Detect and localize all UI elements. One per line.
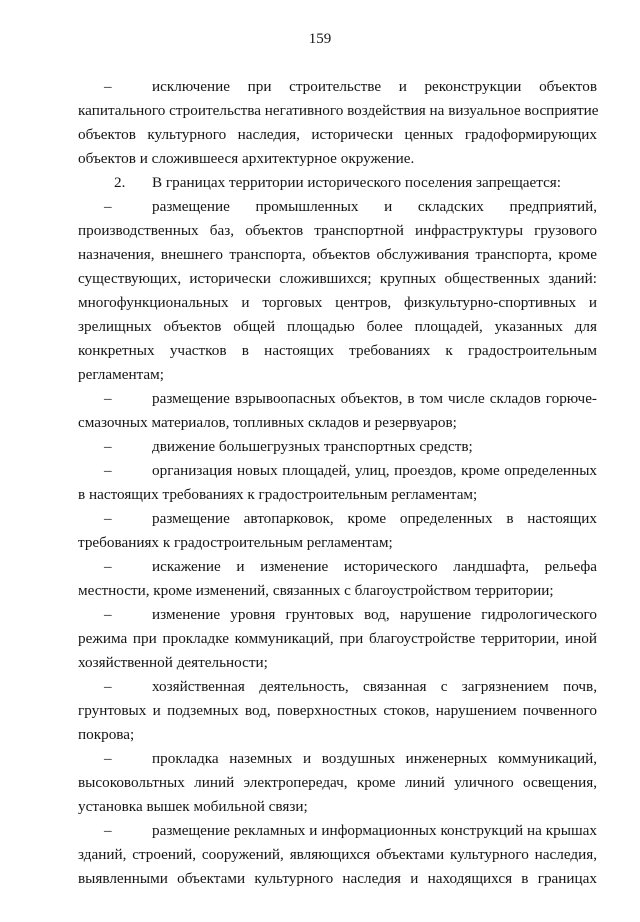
text-line: существующих, исторически сложившихся; крупных общественных зданий: — [78, 270, 597, 287]
text-line: хозяйственной деятельности; — [78, 654, 268, 671]
text-line: хозяйственная деятельность, связанная с загрязнением почв, — [152, 678, 597, 695]
text-line: размещение рекламных и информационных конструкций на крышах — [152, 822, 597, 839]
text-line: зданий, строений, сооружений, являющихся объектами культурного наследия, — [78, 846, 597, 863]
text-line: объектов культурного наследия, исторически ценных градоформирующих — [78, 126, 597, 143]
list-dash-marker: – — [104, 390, 112, 407]
list-dash-marker: – — [104, 438, 112, 455]
text-line: организация новых площадей, улиц, проездов, кроме определенных — [152, 462, 597, 479]
text-line: грунтовых и подземных вод, поверхностных стоков, нарушением почвенного — [78, 702, 597, 719]
text-line: смазочных материалов, топливных складов и резервуаров; — [78, 414, 457, 431]
text-line: требованиях к градостроительным регламентам; — [78, 534, 393, 551]
text-line: движение большегрузных транспортных средств; — [152, 438, 473, 455]
list-dash-marker: – — [104, 750, 112, 767]
text-line: конкретных участков в настоящих требованиях к градостроительным — [78, 342, 597, 359]
list-dash-marker: – — [104, 510, 112, 527]
text-line: В границах территории исторического поселения запрещается: — [152, 174, 562, 191]
page-number: 159 — [308, 31, 332, 47]
text-line: прокладка наземных и воздушных инженерных коммуникаций, — [152, 750, 597, 767]
text-line: искажение и изменение исторического ландшафта, рельефа — [152, 558, 597, 575]
item-number: 2. — [114, 174, 126, 191]
text-line: размещение автопарковок, кроме определенных в настоящих — [152, 510, 597, 527]
text-line: зрелищных объектов общей площадью более площадей, указанных для — [78, 318, 597, 335]
list-dash-marker: – — [104, 822, 112, 839]
text-line: регламентам; — [78, 366, 164, 383]
text-line: объектов и сложившееся архитектурное окружение. — [78, 150, 415, 167]
text-line: изменение уровня грунтовых вод, нарушение гидрологического — [152, 606, 597, 623]
text-line: местности, кроме изменений, связанных с благоустройством территории; — [78, 582, 554, 599]
text-line: высоковольтных линий электропередач, кроме линий уличного освещения, — [78, 774, 597, 791]
text-line: исключение при строительстве и реконструкции объектов — [152, 78, 597, 95]
text-line: в настоящих требованиях к градостроительным регламентам; — [78, 486, 478, 503]
text-line: установка вышек мобильной связи; — [78, 798, 308, 815]
list-dash-marker: – — [104, 678, 112, 695]
text-line: многофункциональных и торговых центров, физкультурно-спортивных и — [78, 294, 597, 311]
text-line: покрова; — [78, 726, 135, 743]
text-line: назначения, внешнего транспорта, объектов обслуживания транспорта, кроме — [78, 246, 597, 263]
text-line: производственных баз, объектов транспортной инфраструктуры грузового — [78, 222, 597, 239]
text-line: капитального строительства негативного воздействия на визуальное восприятие — [78, 102, 599, 119]
text-line: размещение взрывоопасных объектов, в том числе складов горюче- — [152, 390, 597, 407]
list-dash-marker: – — [104, 558, 112, 575]
list-dash-marker: – — [104, 198, 112, 215]
list-dash-marker: – — [104, 462, 112, 479]
text-line: размещение промышленных и складских предприятий, — [152, 198, 597, 215]
list-dash-marker: – — [104, 78, 112, 95]
text-line: режима при прокладке коммуникаций, при благоустройстве территории, иной — [78, 630, 597, 647]
text-line: выявленными объектами культурного наследия и находящихся в границах — [78, 870, 597, 887]
list-dash-marker: – — [104, 606, 112, 623]
